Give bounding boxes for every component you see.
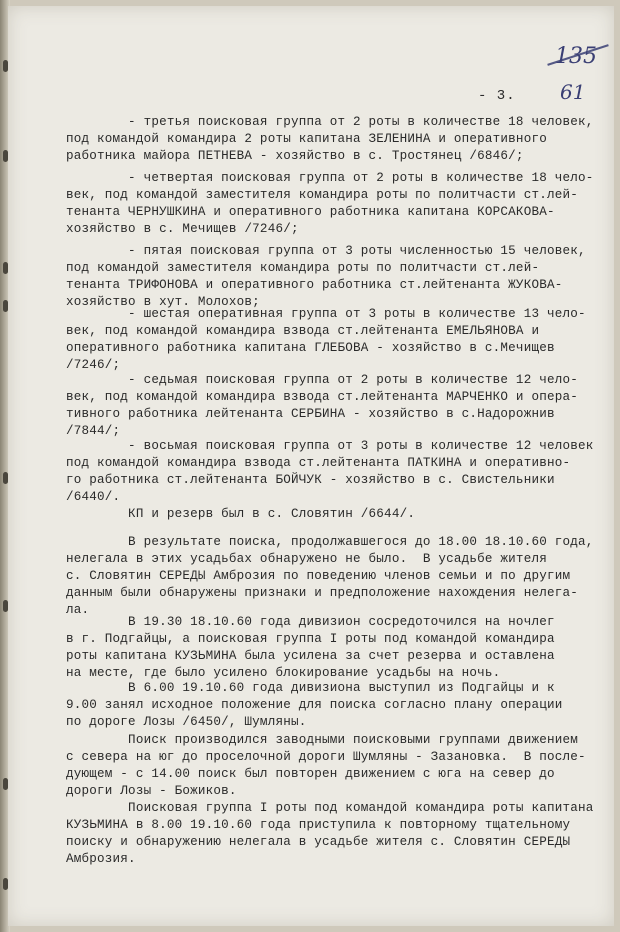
paragraph-group-3: - третья поисковая группа от 2 роты в количестве 18 человек, под командой командира 2 роты капитана ЗЕЛЕНИНА и оперативного работника майора ПЕТНЕВА - хозяйство в с. Тростянец /6846/; <box>66 115 594 163</box>
paragraph-command-post: КП и резерв был в с. Словятин /6644/. <box>66 507 416 521</box>
paragraph-group-4: - четвертая поисковая группа от 2 роты в количестве 18 чело- век, под командой заместителя командира роты по политчасти ст.лей- тенанта ЧЕРНУШКИНА и оперативного работника капитана КОРСАКОВА- хозяйство в с. Мечищев /7246/; <box>66 171 594 236</box>
paragraph-group-5: - пятая поисковая группа от 3 роты численностью 15 человек, под командой заместителя командира роты по политчасти ст.лей- тенанта ТРИФОНОВА и оперативного работника ст.лейтенанта ЖУКОВА- хозяйство в хут. Молохов; <box>66 244 586 309</box>
paragraph-group-8: - восьмая поисковая группа от 3 роты в количестве 12 человек под командой командира взвода ст.лейтенанта ПАТКИНА и оперативно- го работника ст.лейтенанта БОЙЧУК - хозяйство в с. Свистельники /6440/. <box>66 439 594 504</box>
handwritten-folio-number: 135 <box>555 44 597 69</box>
paragraph-search-movement: Поиск производился заводными поисковыми группами движением с севера на юг до проселочной дороги Шумляны - Зазановка. В после- дующем - с 14.00 поиск был повторен движением с юга на север до дороги Лозы - Божиков. <box>66 733 586 798</box>
paragraph-group-6: - шестая оперативная группа от 3 роты в количестве 13 чело- век, под командой командира взвода ст.лейтенанта ЕМЕЛЬЯНОВА и оперативного работника капитана ГЛЕБОВА - хозяйство в с.Мечищев /7246/; <box>66 307 586 372</box>
paragraph-night-camp: В 19.30 18.10.60 года дивизион сосредоточился на ночлег в г. Подгайцы, а поисковая группа I роты под командой командира роты капитана КУЗЬМИНА была усилена за счет резерва и оставлена на месте, где было усилено блокирование усадьбы на ночь. <box>66 615 555 680</box>
paragraph-repeat-search: Поисковая группа I роты под командой командира роты капитана КУЗЬМИНА в 8.00 19.10.60 года приступила к повторному тщательному поиску и обнаружению нелегала в усадьбе жителя с. Словятин СЕРЕДЫ Амброзия. <box>66 801 594 866</box>
paragraph-group-7: - седьмая поисковая группа от 2 роты в количестве 12 чело- век, под командой командира взвода ст.лейтенанта МАРЧЕНКО и опера- тивного работника лейтенанта СЕРБИНА - хозяйство в с.Надорожнив /7844/; <box>66 373 578 438</box>
page-number: - 3. <box>478 88 516 104</box>
paragraph-search-result: В результате поиска, продолжавшегося до 18.00 18.10.60 года, нелегала в этих усадьбах обнаружено не было. В усадьбе жителя с. Словятин СЕРЕДЫ Амброзия по поведению членов семьи и по другим данным были обнаружены признаки и предположение нахождения нелега- ла. <box>66 535 594 617</box>
paragraph-morning-start: В 6.00 19.10.60 года дивизиона выступил из Подгайцы и к 9.00 занял исходное положение для поиска согласно плану операции по дороге Лозы /6450/, Шумляны. <box>66 681 563 729</box>
handwritten-page-number: 61 <box>560 80 586 104</box>
